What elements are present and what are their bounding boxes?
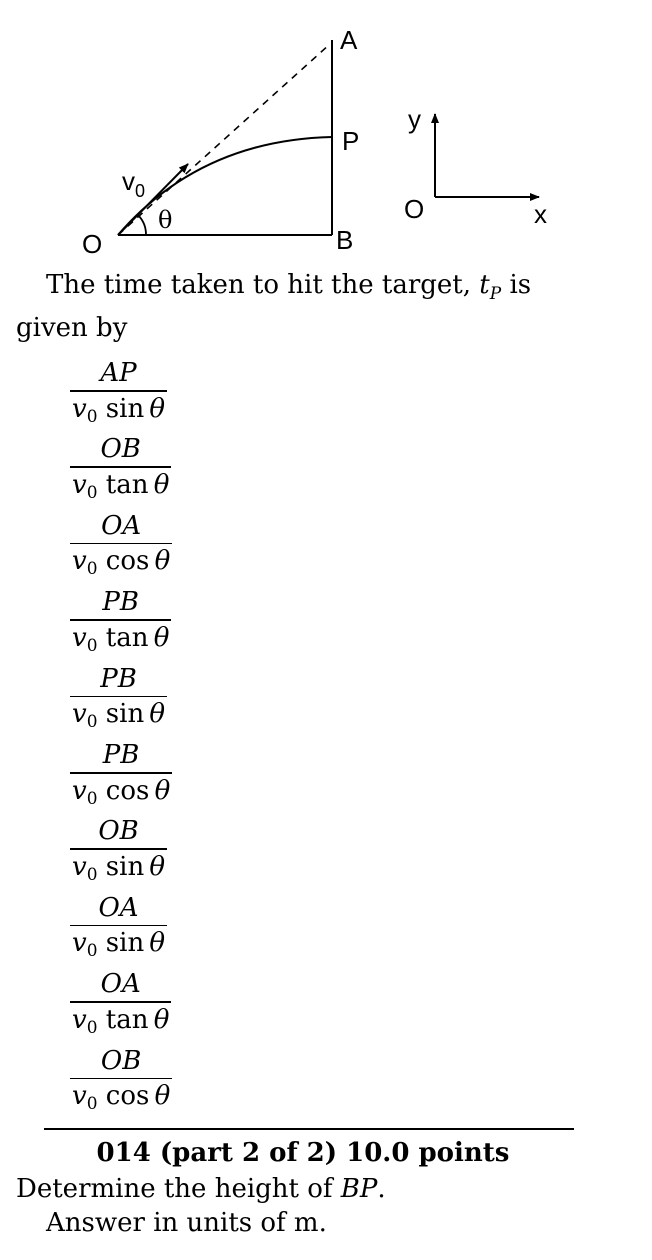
denom-func: cos xyxy=(105,1081,150,1112)
denom-theta: θ xyxy=(149,699,166,730)
part-header: 014 (part 2 of 2) 10.0 points xyxy=(96,1138,510,1168)
answer-option[interactable] xyxy=(0,585,400,661)
denom-sub: 0 xyxy=(86,712,98,733)
denom-sub: 0 xyxy=(86,406,98,427)
option-fraction xyxy=(70,738,172,816)
denom-sub: 0 xyxy=(86,635,98,656)
denom-sub: 0 xyxy=(86,482,98,503)
label-theta: θ xyxy=(158,206,173,234)
denom-sub: 0 xyxy=(86,559,98,580)
section-divider xyxy=(44,1128,574,1130)
option-denominator xyxy=(70,697,167,739)
option-denominator xyxy=(70,1079,172,1121)
label-o: O xyxy=(82,229,103,259)
axes-label-x: x xyxy=(534,199,547,229)
answer-option[interactable] xyxy=(0,967,400,1043)
part2-question-pre: Determine the height of xyxy=(16,1174,341,1204)
denom-func: sin xyxy=(105,393,145,424)
option-numerator: PB xyxy=(100,663,137,694)
option-numerator: OB xyxy=(100,1045,142,1076)
option-numerator: OA xyxy=(98,892,139,923)
option-denominator xyxy=(70,774,172,816)
answer-option[interactable] xyxy=(0,891,400,967)
denom-sub: 0 xyxy=(86,1094,98,1115)
option-fraction xyxy=(70,356,167,434)
option-denominator xyxy=(70,926,167,968)
denom-gap xyxy=(98,394,106,424)
option-fraction xyxy=(70,1044,172,1122)
denom-theta: θ xyxy=(154,1081,171,1112)
denom-v: v xyxy=(72,699,87,730)
projectile-diagram xyxy=(0,0,652,270)
option-fraction xyxy=(70,814,167,892)
question-var-sub: P xyxy=(489,284,502,304)
answer-option[interactable] xyxy=(0,509,400,585)
denom-func: tan xyxy=(105,622,149,653)
option-numerator: OB xyxy=(98,816,139,847)
label-p: P xyxy=(342,126,360,156)
answer-option[interactable] xyxy=(0,738,400,814)
answer-option[interactable] xyxy=(0,1044,400,1120)
denom-sub: 0 xyxy=(86,788,98,809)
question-text xyxy=(16,268,606,345)
denom-v: v xyxy=(72,1081,87,1112)
denom-func: cos xyxy=(105,775,150,806)
option-numerator: OA xyxy=(101,510,142,541)
denom-sub: 0 xyxy=(86,864,98,885)
part2-question xyxy=(16,1174,386,1204)
option-numerator: OB xyxy=(100,434,141,465)
answer-option[interactable] xyxy=(0,432,400,508)
axes-label-origin: O xyxy=(404,194,425,224)
denom-func: tan xyxy=(105,1004,149,1035)
denom-theta: θ xyxy=(149,851,166,882)
answer-option[interactable] xyxy=(0,814,400,890)
denom-gap xyxy=(98,776,106,806)
option-denominator xyxy=(70,392,167,434)
denom-gap xyxy=(98,928,106,958)
denom-theta: θ xyxy=(153,469,170,500)
label-b: B xyxy=(336,225,354,255)
denom-v: v xyxy=(72,851,87,882)
trajectory-curve xyxy=(118,137,332,235)
option-denominator xyxy=(70,850,167,892)
denom-v: v xyxy=(72,546,87,577)
denom-gap xyxy=(98,1005,106,1035)
angle-arc xyxy=(138,215,146,235)
denom-sub: 0 xyxy=(86,1017,98,1038)
denom-gap xyxy=(98,699,106,729)
part2-question-post: . xyxy=(377,1174,386,1204)
option-denominator xyxy=(70,544,172,586)
denom-func: sin xyxy=(105,928,145,959)
denom-theta: θ xyxy=(149,928,166,959)
label-v0: $v_0$ xyxy=(122,166,146,201)
question-intro: The time taken to hit the target, xyxy=(46,270,480,300)
denom-theta: θ xyxy=(154,546,171,577)
option-fraction xyxy=(70,891,167,969)
denom-gap xyxy=(98,470,106,500)
denom-theta: θ xyxy=(153,622,170,653)
denom-gap xyxy=(98,623,106,653)
option-denominator xyxy=(70,621,171,663)
denom-sub: 0 xyxy=(86,941,98,962)
denom-v: v xyxy=(72,393,87,424)
option-denominator xyxy=(70,1003,171,1045)
question-outro: is given by xyxy=(16,270,532,343)
denom-func: sin xyxy=(105,851,145,882)
denom-v: v xyxy=(72,622,87,653)
option-numerator: OA xyxy=(100,969,141,1000)
axes-label-y: y xyxy=(408,104,421,134)
question-var-t: t xyxy=(479,270,490,300)
denom-func: tan xyxy=(105,469,149,500)
denom-gap xyxy=(98,546,106,576)
option-fraction xyxy=(70,662,167,740)
denom-theta: θ xyxy=(149,393,166,424)
denom-theta: θ xyxy=(153,1004,170,1035)
option-fraction xyxy=(70,509,172,587)
option-fraction xyxy=(70,585,171,663)
denom-v: v xyxy=(72,1004,87,1035)
option-fraction xyxy=(70,967,171,1045)
part2-question-var: BP xyxy=(340,1174,378,1204)
denom-theta: θ xyxy=(154,775,171,806)
option-numerator: PB xyxy=(102,587,139,618)
answer-option[interactable] xyxy=(0,356,400,432)
denom-func: sin xyxy=(105,699,145,730)
answer-option[interactable] xyxy=(0,662,400,738)
option-numerator: PB xyxy=(102,740,140,770)
denom-gap xyxy=(98,1081,106,1111)
denom-v: v xyxy=(72,775,87,806)
denom-v: v xyxy=(72,928,87,959)
option-fraction xyxy=(70,432,171,510)
denom-v: v xyxy=(72,469,87,500)
option-denominator xyxy=(70,468,171,510)
denom-func: cos xyxy=(105,546,150,577)
answer-units: Answer in units of m. xyxy=(46,1208,327,1238)
option-numerator: AP xyxy=(100,358,137,388)
denom-gap xyxy=(98,852,106,882)
label-a: A xyxy=(340,25,358,55)
